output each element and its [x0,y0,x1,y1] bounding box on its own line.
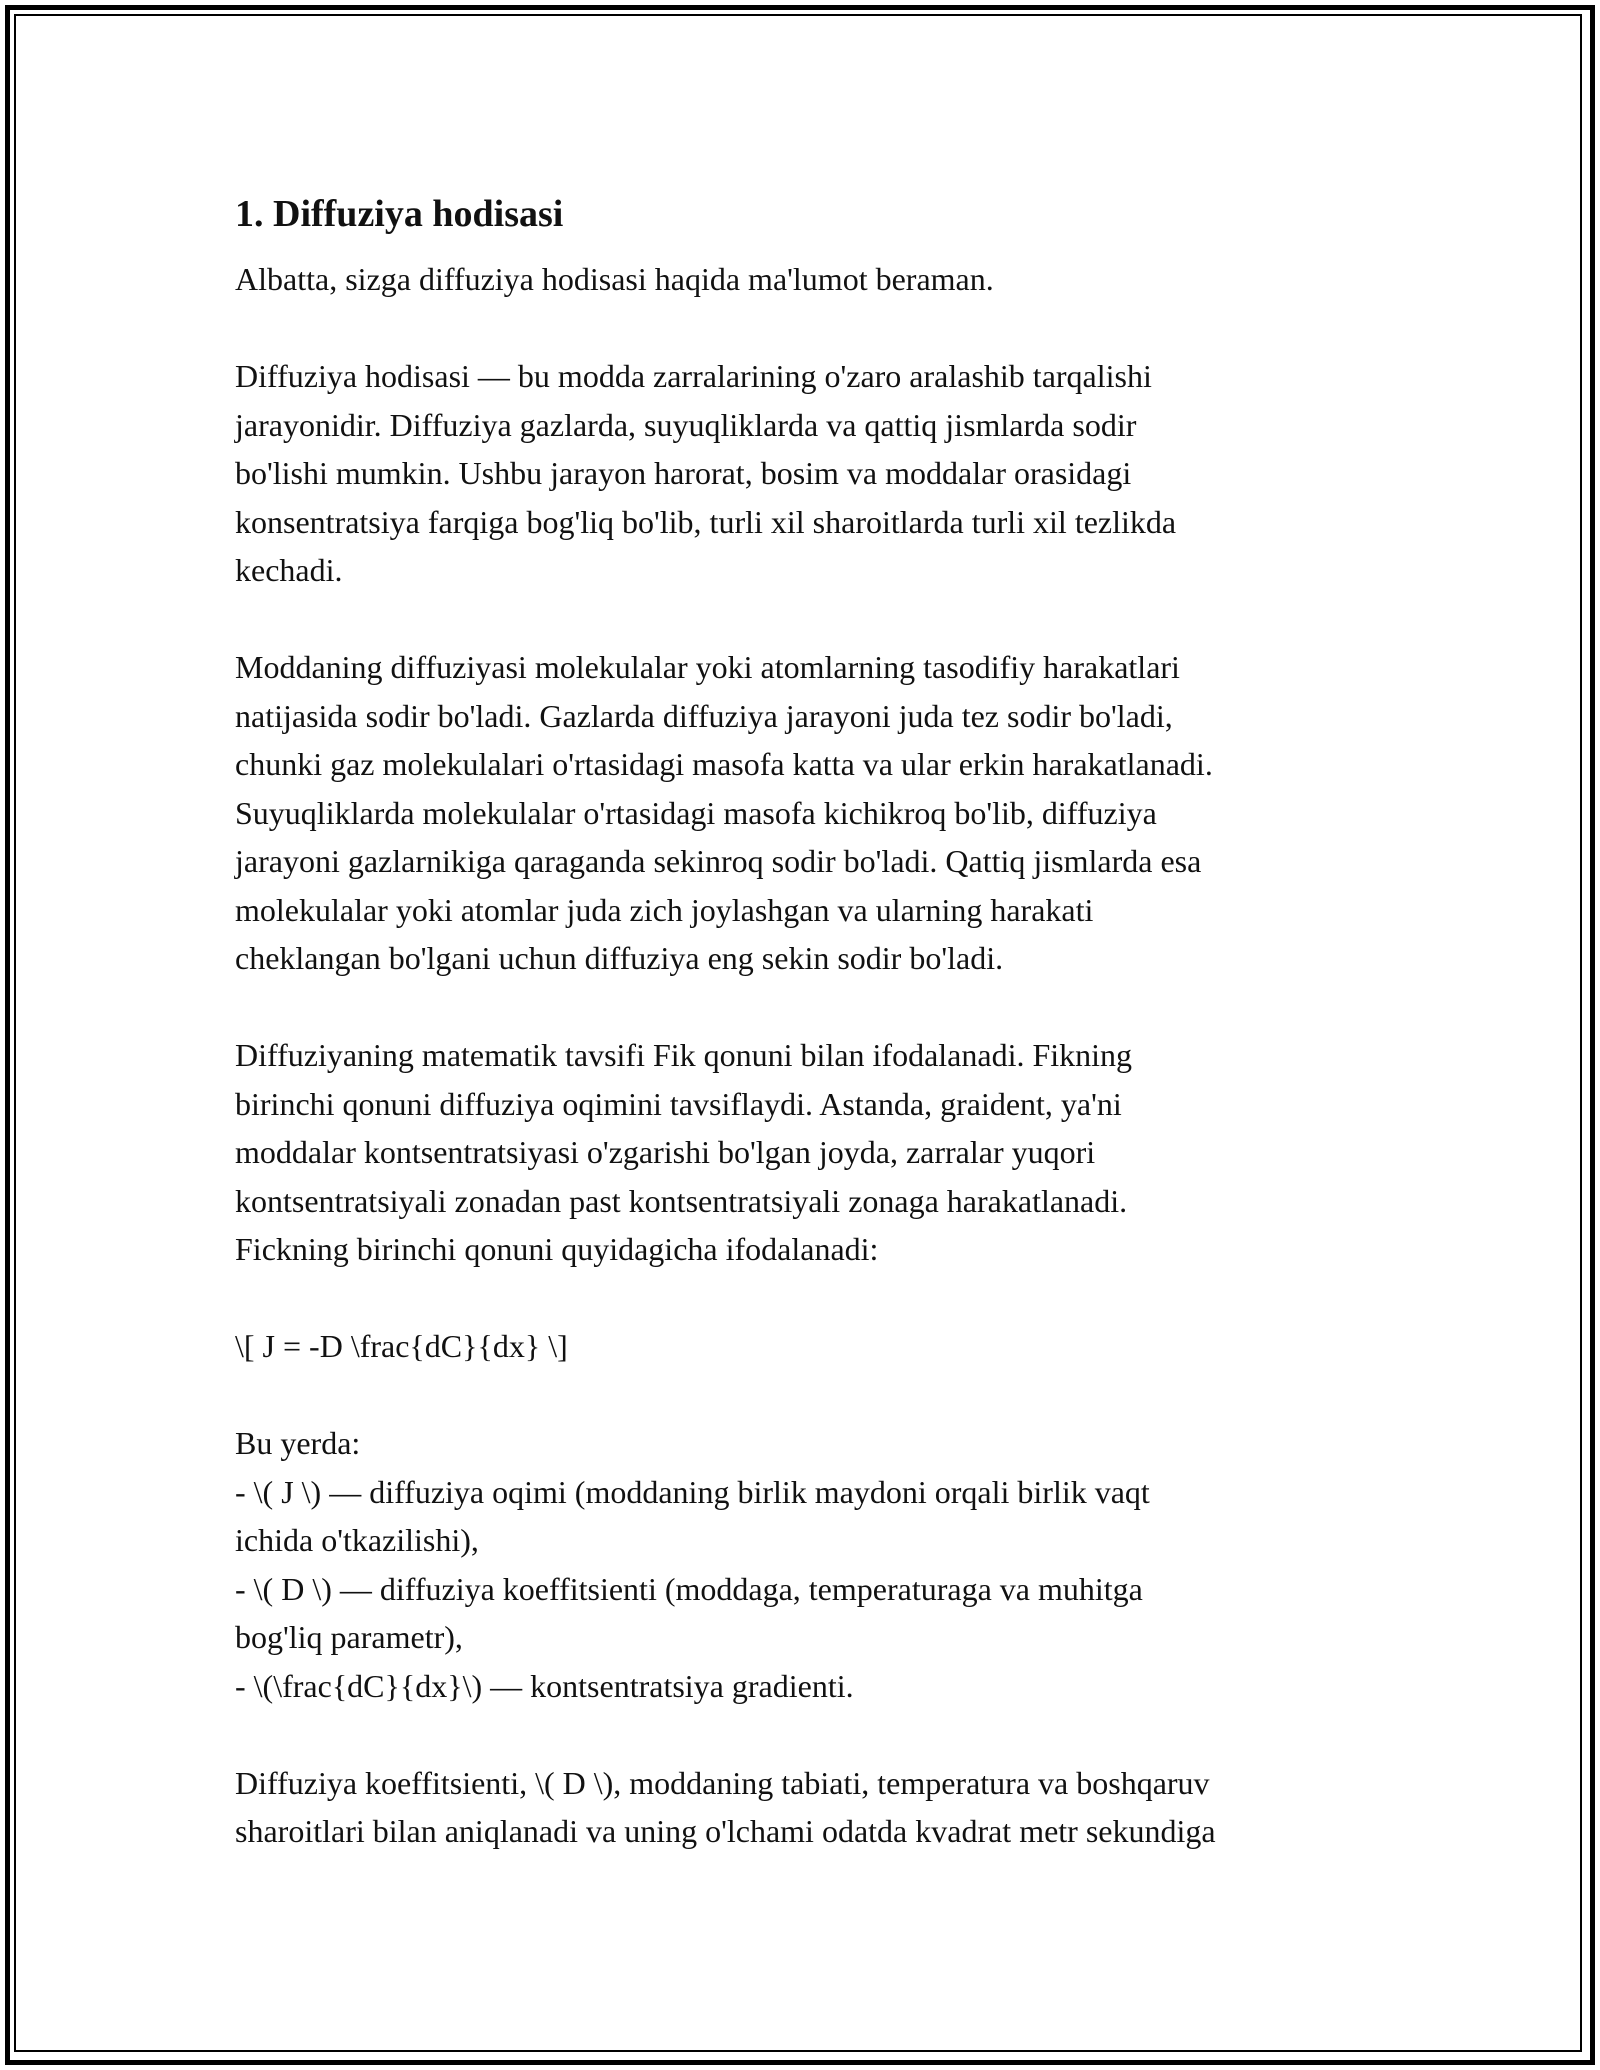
paragraph-line: birinchi qonuni diffuziya oqimini tavsiflaydi. Astanda, graident, ya'ni [235,1085,1122,1122]
coefficient-paragraph [235,1759,1375,1856]
paragraph-line: cheklangan bo'lgani uchun diffuziya eng sekin sodir bo'ladi. [235,940,1004,976]
paragraph-line: konsentratsiya farqiga bog'liq bo'lib, turli xil sharoitlarda turli xil tezlikda [235,503,1177,540]
variables-list [235,1419,1375,1710]
document-body [235,185,1375,1856]
paragraph-line: jarayonidir. Diffuziya gazlarda, suyuqliklarda va qattiq jismlarda sodir [235,406,1137,443]
mechanism-paragraph [235,643,1375,983]
list-item: - \(\frac{dC}{dx}\) — kontsentratsiya gradienti. [235,1667,854,1704]
paragraph-line: chunki gaz molekulalari o'rtasidagi masofa katta va ular erkin harakatlanadi. [235,746,1213,782]
paragraph-line: Suyuqliklarda molekulalar o'rtasidagi masofa kichikroq bo'lib, diffuziya [235,794,1157,831]
paragraph-line: molekulalar yoki atomlar juda zich joylashgan va ularning harakati [235,891,1094,928]
paragraph-line: kontsentratsiyali zonadan past kontsentratsiyali zonaga harakatlanadi. [235,1182,1128,1219]
paragraph-line: Moddaning diffuziyasi molekulalar yoki atomlarning tasodifiy harakatlari [235,649,1180,685]
paragraph-line: sharoitlari bilan aniqlanadi va uning o'lchami odatda kvadrat metr sekundiga [235,1813,1216,1849]
paragraph-line: natijasida sodir bo'ladi. Gazlarda diffuziya jarayoni juda tez sodir bo'ladi, [235,697,1173,734]
list-item-continuation: ichida o'tkazilishi), [235,1522,479,1558]
paragraph-line: Fickning birinchi qonuni quyidagicha ifodalanadi: [235,1231,879,1267]
paragraph-line: Diffuziya hodisasi — bu modda zarralarining o'zaro aralashib tarqalishi [235,358,1152,394]
fick-law-paragraph [235,1031,1375,1274]
paragraph-line: bo'lishi mumkin. Ushbu jarayon harorat, bosim va moddalar orasidagi [235,455,1132,491]
formula-line: \[ J = -D \frac{dC}{dx} \] [235,1328,568,1364]
paragraph-line: Diffuziya koeffitsienti, \( D \), moddaning tabiati, temperatura va boshqaruv [235,1764,1210,1801]
list-item: - \( J \) — diffuziya oqimi (moddaning birlik maydoni orqali birlik vaqt [235,1473,1150,1510]
paragraph-line: jarayoni gazlarnikiga qaraganda sekinroq sodir bo'ladi. Qattiq jismlarda esa [235,843,1202,879]
section-heading: 1. Diffuziya hodisasi [235,193,564,235]
definition-paragraph [235,352,1375,595]
intro-paragraph: Albatta, sizga diffuziya hodisasi haqida ma'lumot beraman. [235,261,994,297]
paragraph-line: Diffuziyaning matematik tavsifi Fik qonuni bilan ifodalanadi. Fikning [235,1037,1133,1073]
list-item: - \( D \) — diffuziya koeffitsienti (moddaga, temperaturaga va muhitga [235,1570,1143,1607]
list-item-continuation: bog'liq parametr), [235,1619,463,1655]
list-intro: Bu yerda: [235,1425,361,1461]
paragraph-line: moddalar kontsentratsiyasi o'zgarishi bo'lgan joyda, zarralar yuqori [235,1134,1096,1170]
paragraph-line: kechadi. [235,552,343,588]
